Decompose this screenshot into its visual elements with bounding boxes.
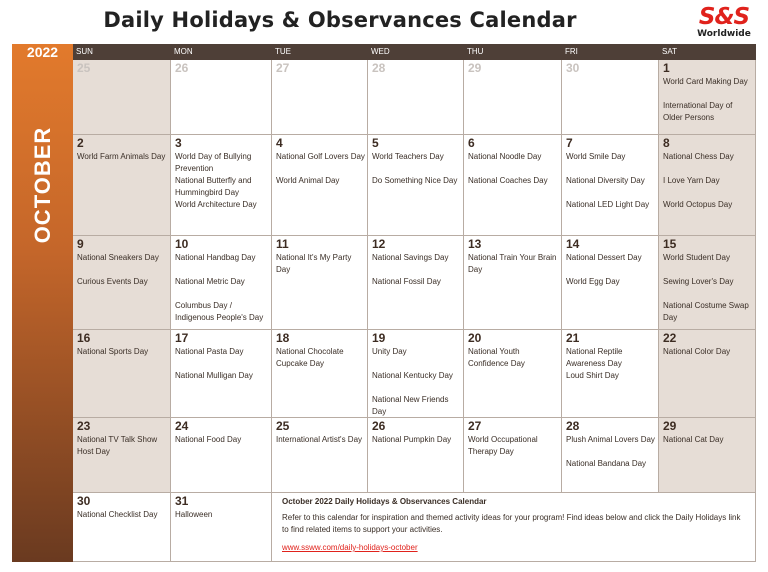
day-cell bbox=[73, 236, 171, 330]
weekday-mon: MON bbox=[174, 47, 193, 56]
day-cell bbox=[272, 236, 368, 330]
weekday-wed: WED bbox=[371, 47, 390, 56]
day-cell bbox=[272, 330, 368, 418]
day-cell bbox=[368, 418, 464, 493]
day-number: 1 bbox=[663, 61, 670, 75]
info-title: October 2022 Daily Holidays & Observances Calendar bbox=[282, 497, 487, 506]
calendar-grid bbox=[73, 60, 756, 562]
day-number: 23 bbox=[77, 419, 91, 433]
holiday-event: National Dessert Day bbox=[566, 253, 642, 262]
holiday-event: National Mulligan Day bbox=[175, 371, 253, 380]
holiday-event: National Bandana Day bbox=[566, 459, 647, 468]
day-number: 31 bbox=[175, 494, 189, 508]
holiday-event: Loud Shirt Day bbox=[566, 371, 619, 380]
holiday-event: World Student Day bbox=[663, 253, 730, 262]
day-number: 29 bbox=[663, 419, 677, 433]
day-number: 20 bbox=[468, 331, 482, 345]
info-panel bbox=[272, 493, 756, 562]
day-cell bbox=[171, 330, 272, 418]
month-label-box bbox=[12, 126, 73, 244]
holiday-event: National Diversity Day bbox=[566, 176, 645, 185]
holiday-event: International Artist's Day bbox=[276, 435, 363, 444]
holiday-event: World Teachers Day bbox=[372, 152, 444, 161]
ssww-logo[interactable] bbox=[683, 5, 765, 43]
weekday-tue: TUE bbox=[275, 47, 291, 56]
holiday-event: National Kentucky Day bbox=[372, 371, 453, 380]
day-cell bbox=[464, 330, 562, 418]
day-number: 4 bbox=[276, 136, 283, 150]
day-cell bbox=[464, 135, 562, 236]
day-cell bbox=[659, 60, 756, 135]
logo-subtitle: Worldwide bbox=[697, 29, 751, 39]
holiday-event: National Sports Day bbox=[77, 347, 149, 356]
day-cell bbox=[73, 418, 171, 493]
day-number: 6 bbox=[468, 136, 475, 150]
day-cell bbox=[368, 135, 464, 236]
holiday-event: National Chocolate Cupcake Day bbox=[276, 347, 344, 368]
day-number: 3 bbox=[175, 136, 182, 150]
holiday-event: National Sneakers Day bbox=[77, 253, 159, 262]
day-number: 26 bbox=[372, 419, 386, 433]
holiday-event: Curious Events Day bbox=[77, 277, 148, 286]
day-cell bbox=[171, 418, 272, 493]
day-cell bbox=[659, 418, 756, 493]
day-number: 30 bbox=[566, 61, 580, 75]
day-number: 28 bbox=[566, 419, 580, 433]
holiday-event: National Fossil Day bbox=[372, 277, 441, 286]
day-number: 24 bbox=[175, 419, 189, 433]
day-cell bbox=[562, 60, 659, 135]
holiday-event: Halloween bbox=[175, 510, 213, 519]
day-cell bbox=[464, 60, 562, 135]
holiday-event: Columbus Day / Indigenous People's Day bbox=[175, 301, 264, 322]
weekday-sat: SAT bbox=[662, 47, 677, 56]
holiday-event: National It's My Party Day bbox=[276, 253, 352, 274]
holiday-event: National Reptile Awareness Day bbox=[566, 347, 623, 368]
holiday-event: National Pumpkin Day bbox=[372, 435, 452, 444]
holiday-event: Sewing Lover's Day bbox=[663, 277, 734, 286]
day-number: 15 bbox=[663, 237, 677, 251]
day-number: 9 bbox=[77, 237, 84, 251]
day-cell bbox=[368, 236, 464, 330]
holiday-event: National Savings Day bbox=[372, 253, 449, 262]
day-cell bbox=[73, 493, 171, 562]
info-body: Refer to this calendar for inspiration and themed activity ideas for your program! Find ideas below and click the Daily Holidays link to find related items to support your activities. bbox=[282, 513, 741, 534]
day-cell bbox=[562, 418, 659, 493]
holiday-event: National TV Talk Show Host Day bbox=[77, 435, 158, 456]
holiday-event: National Checklist Day bbox=[77, 510, 158, 519]
holiday-event: National Youth Confidence Day bbox=[468, 347, 525, 368]
day-number: 26 bbox=[175, 61, 189, 75]
day-cell bbox=[272, 60, 368, 135]
holiday-event: National Cat Day bbox=[663, 435, 724, 444]
day-cell bbox=[73, 330, 171, 418]
holiday-event: National Golf Lovers Day bbox=[276, 152, 365, 161]
day-number: 22 bbox=[663, 331, 677, 345]
holiday-event: World Octopus Day bbox=[663, 200, 733, 209]
holiday-event: World Occupational Therapy Day bbox=[468, 435, 538, 456]
day-number: 13 bbox=[468, 237, 482, 251]
holiday-event: World Animal Day bbox=[276, 176, 340, 185]
holiday-event: World Day of Bullying Prevention bbox=[175, 152, 252, 173]
holiday-event: National Metric Day bbox=[175, 277, 245, 286]
day-cell bbox=[171, 236, 272, 330]
day-number: 7 bbox=[566, 136, 573, 150]
day-number: 29 bbox=[468, 61, 482, 75]
logo-mark: S&S bbox=[698, 4, 750, 30]
daily-holidays-link[interactable]: www.ssww.com/daily-holidays-october bbox=[282, 543, 418, 552]
page-title: Daily Holidays & Observances Calendar bbox=[103, 8, 577, 32]
day-number: 28 bbox=[372, 61, 386, 75]
weekday-fri: FRI bbox=[565, 47, 578, 56]
day-number: 2 bbox=[77, 136, 84, 150]
day-number: 21 bbox=[566, 331, 580, 345]
day-number: 5 bbox=[372, 136, 379, 150]
day-number: 25 bbox=[276, 419, 290, 433]
day-number: 30 bbox=[77, 494, 91, 508]
holiday-event: I Love Yarn Day bbox=[663, 176, 720, 185]
day-cell bbox=[659, 236, 756, 330]
holiday-event: International Day of Older Persons bbox=[663, 101, 733, 122]
day-number: 11 bbox=[276, 237, 289, 251]
holiday-event: Plush Animal Lovers Day bbox=[566, 435, 655, 444]
day-number: 27 bbox=[276, 61, 290, 75]
day-number: 12 bbox=[372, 237, 386, 251]
holiday-event: National Train Your Brain Day bbox=[468, 253, 557, 274]
holiday-event: World Card Making Day bbox=[663, 77, 748, 86]
day-number: 14 bbox=[566, 237, 580, 251]
day-cell bbox=[171, 493, 272, 562]
holiday-event: National Noodle Day bbox=[468, 152, 542, 161]
day-cell bbox=[659, 330, 756, 418]
day-cell bbox=[272, 418, 368, 493]
year-label: 2022 bbox=[26, 44, 59, 60]
day-cell bbox=[368, 330, 464, 418]
day-number: 27 bbox=[468, 419, 482, 433]
day-number: 19 bbox=[372, 331, 386, 345]
day-cell bbox=[659, 135, 756, 236]
day-cell bbox=[171, 60, 272, 135]
month-sidebar bbox=[12, 44, 73, 562]
day-cell bbox=[464, 418, 562, 493]
day-cell bbox=[73, 135, 171, 236]
holiday-event: National Costume Swap Day bbox=[663, 301, 749, 322]
holiday-event: World Smile Day bbox=[566, 152, 626, 161]
day-cell bbox=[73, 60, 171, 135]
day-cell bbox=[562, 135, 659, 236]
day-cell bbox=[171, 135, 272, 236]
day-number: 18 bbox=[276, 331, 290, 345]
holiday-event: National Food Day bbox=[175, 435, 242, 444]
weekday-sun: SUN bbox=[76, 47, 93, 56]
holiday-event: National New Friends Day bbox=[372, 395, 449, 416]
holiday-event: National Chess Day bbox=[663, 152, 734, 161]
day-cell bbox=[464, 236, 562, 330]
holiday-event: National Handbag Day bbox=[175, 253, 256, 262]
day-cell bbox=[562, 330, 659, 418]
day-number: 16 bbox=[77, 331, 91, 345]
holiday-event: World Architecture Day bbox=[175, 200, 257, 209]
holiday-event: National Color Day bbox=[663, 347, 731, 356]
day-number: 10 bbox=[175, 237, 189, 251]
weekday-thu: THU bbox=[467, 47, 484, 56]
holiday-event: National Butterfly and Hummingbird Day bbox=[175, 176, 252, 197]
holiday-event: Do Something Nice Day bbox=[372, 176, 458, 185]
day-cell bbox=[368, 60, 464, 135]
day-number: 8 bbox=[663, 136, 670, 150]
day-number: 25 bbox=[77, 61, 91, 75]
holiday-event: National Pasta Day bbox=[175, 347, 244, 356]
holiday-event: National LED Light Day bbox=[566, 200, 650, 209]
holiday-event: Unity Day bbox=[372, 347, 407, 356]
day-cell bbox=[272, 135, 368, 236]
month-label: OCTOBER bbox=[29, 126, 55, 244]
day-number: 17 bbox=[175, 331, 189, 345]
day-cell bbox=[562, 236, 659, 330]
holiday-event: National Coaches Day bbox=[468, 176, 548, 185]
weekday-header bbox=[73, 44, 756, 60]
holiday-event: World Farm Animals Day bbox=[77, 152, 166, 161]
holiday-event: World Egg Day bbox=[566, 277, 620, 286]
